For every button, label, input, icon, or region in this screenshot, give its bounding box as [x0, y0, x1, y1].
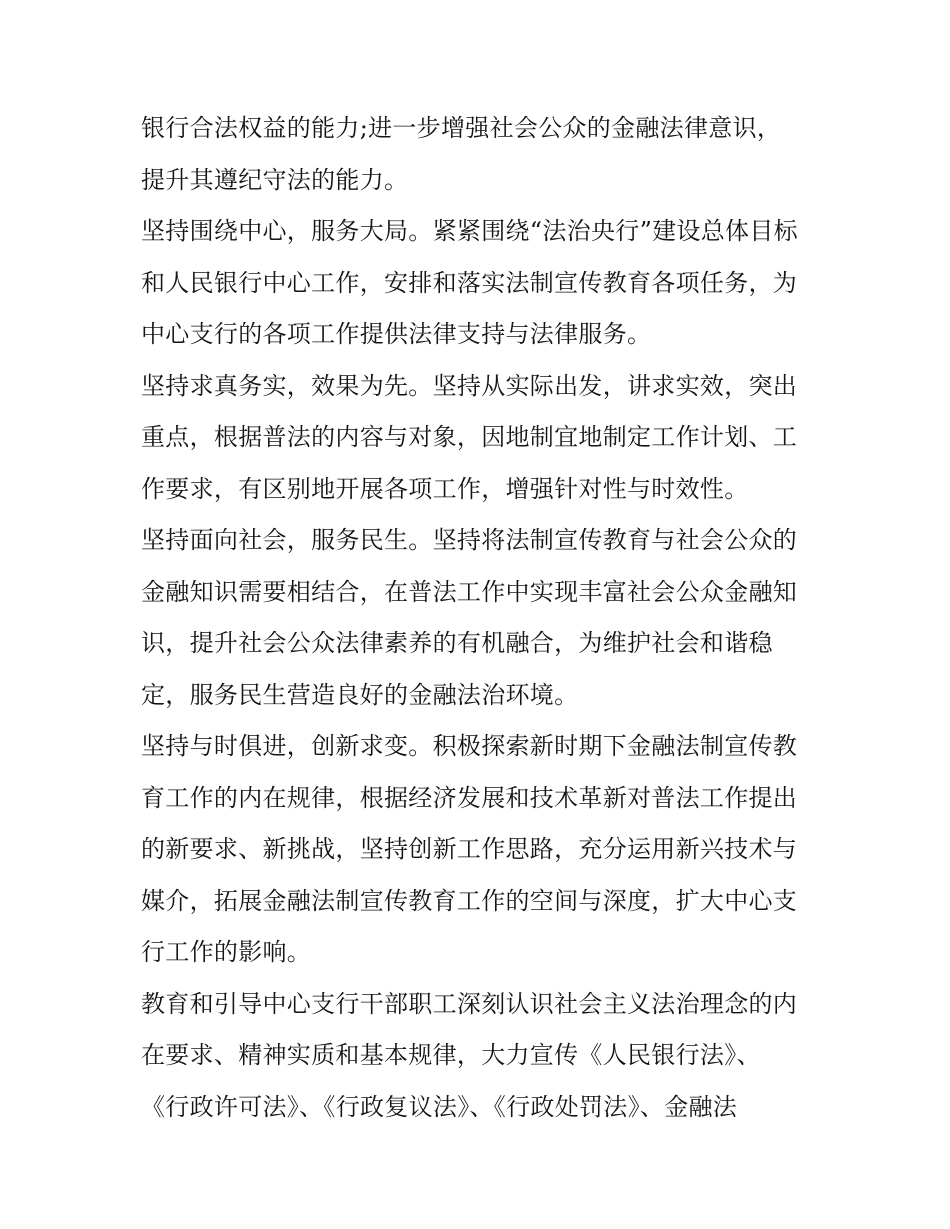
- text-line: 行工作的影响。: [141, 938, 312, 966]
- document-body: [141, 103, 821, 1133]
- text-line: 和人民银行中心工作，安排和落实法制宣传教育各项任务，为: [141, 268, 798, 297]
- text-line: 坚持与时俱进，创新求变。积极探索新时期下金融法制宣传教: [141, 732, 798, 760]
- text-line: 金融知识需要相结合，在普法工作中实现丰富社会公众金融知: [141, 577, 798, 606]
- text-line: 《行政许可法》、《行政复议法》、《行政处罚法》、金融法: [141, 1092, 738, 1121]
- text-line: 在要求、精神实质和基本规律，大力宣传《人民银行法》、: [141, 1041, 761, 1069]
- text-line: 定，服务民生营造良好的金融法治环境。: [141, 680, 579, 709]
- text-line: 作要求，有区别地开展各项工作，增强针对性与时效性。: [141, 474, 749, 503]
- text-line: 坚持围绕中心，服务大局。紧紧围绕“法治央行”建设总体目标: [141, 217, 798, 245]
- text-line: 坚持求真务实，效果为先。坚持从实际出发，讲求实效，突出: [141, 371, 798, 400]
- text-line: 媒介，拓展金融法制宣传教育工作的空间与深度，扩大中心支: [141, 886, 798, 915]
- text-line: 识，提升社会公众法律素养的有机融合，为维护社会和谐稳: [141, 629, 773, 657]
- text-line: 银行合法权益的能力;进一步增强社会公众的金融法律意识，: [141, 114, 782, 142]
- text-line: 中心支行的各项工作提供法律支持与法律服务。: [141, 320, 652, 348]
- text-line: 的新要求、新挑战，坚持创新工作思路，充分运用新兴技术与: [141, 835, 798, 863]
- text-line: 坚持面向社会，服务民生。坚持将法制宣传教育与社会公众的: [141, 526, 798, 554]
- text-line: 提升其遵纪守法的能力。: [141, 165, 409, 194]
- text-line: 育工作的内在规律，根据经济发展和技术革新对普法工作提出: [141, 783, 798, 812]
- text-line: 教育和引导中心支行干部职工深刻认识社会主义法治理念的内: [141, 989, 798, 1018]
- text-line: 重点，根据普法的内容与对象，因地制宜地制定工作计划、工: [141, 423, 798, 451]
